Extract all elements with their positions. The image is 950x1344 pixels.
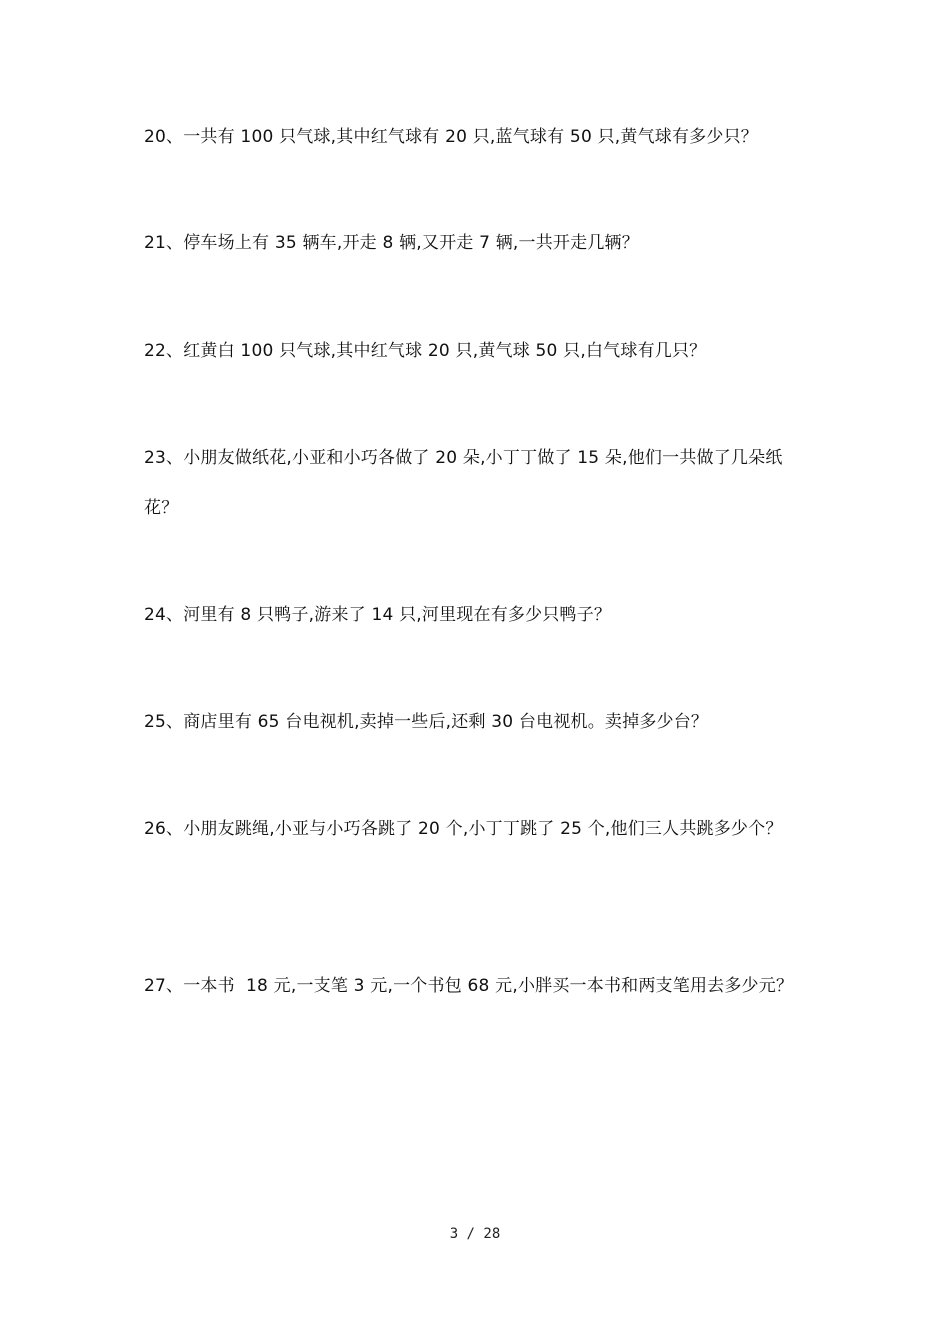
question-25: 25、商店里有 65 台电视机,卖掉一些后,还剩 30 台电视机。卖掉多少台？ bbox=[144, 712, 709, 732]
question-24: 24、河里有 8 只鸭子,游来了 14 只,河里现在有多少只鸭子？ bbox=[144, 605, 612, 625]
question-26: 26、小朋友跳绳,小亚与小巧各跳了 20 个,小丁丁跳了 25 个,他们三人共跳多少个？ bbox=[144, 819, 783, 839]
question-21: 21、停车场上有 35 辆车,开走 8 辆,又开走 7 辆,一共开走几辆？ bbox=[144, 233, 639, 253]
question-20: 20、一共有 100 只气球,其中红气球有 20 只,蓝气球有 50 只,黄气球有多少只？ bbox=[144, 127, 758, 147]
question-22: 22、红黄白 100 只气球,其中红气球 20 只,黄气球 50 只,白气球有几只？ bbox=[144, 341, 707, 361]
question-23: 23、小朋友做纸花,小亚和小巧各做了 20 朵,小丁丁做了 15 朵,他们一共做了几朵纸花？ bbox=[144, 448, 783, 518]
question-27: 27、一本书 18 元,一支笔 3 元,一个书包 68 元,小胖买一本书和两支笔用去多少元？ bbox=[144, 976, 794, 996]
page-number: 3 / 28 bbox=[449, 1226, 501, 1242]
